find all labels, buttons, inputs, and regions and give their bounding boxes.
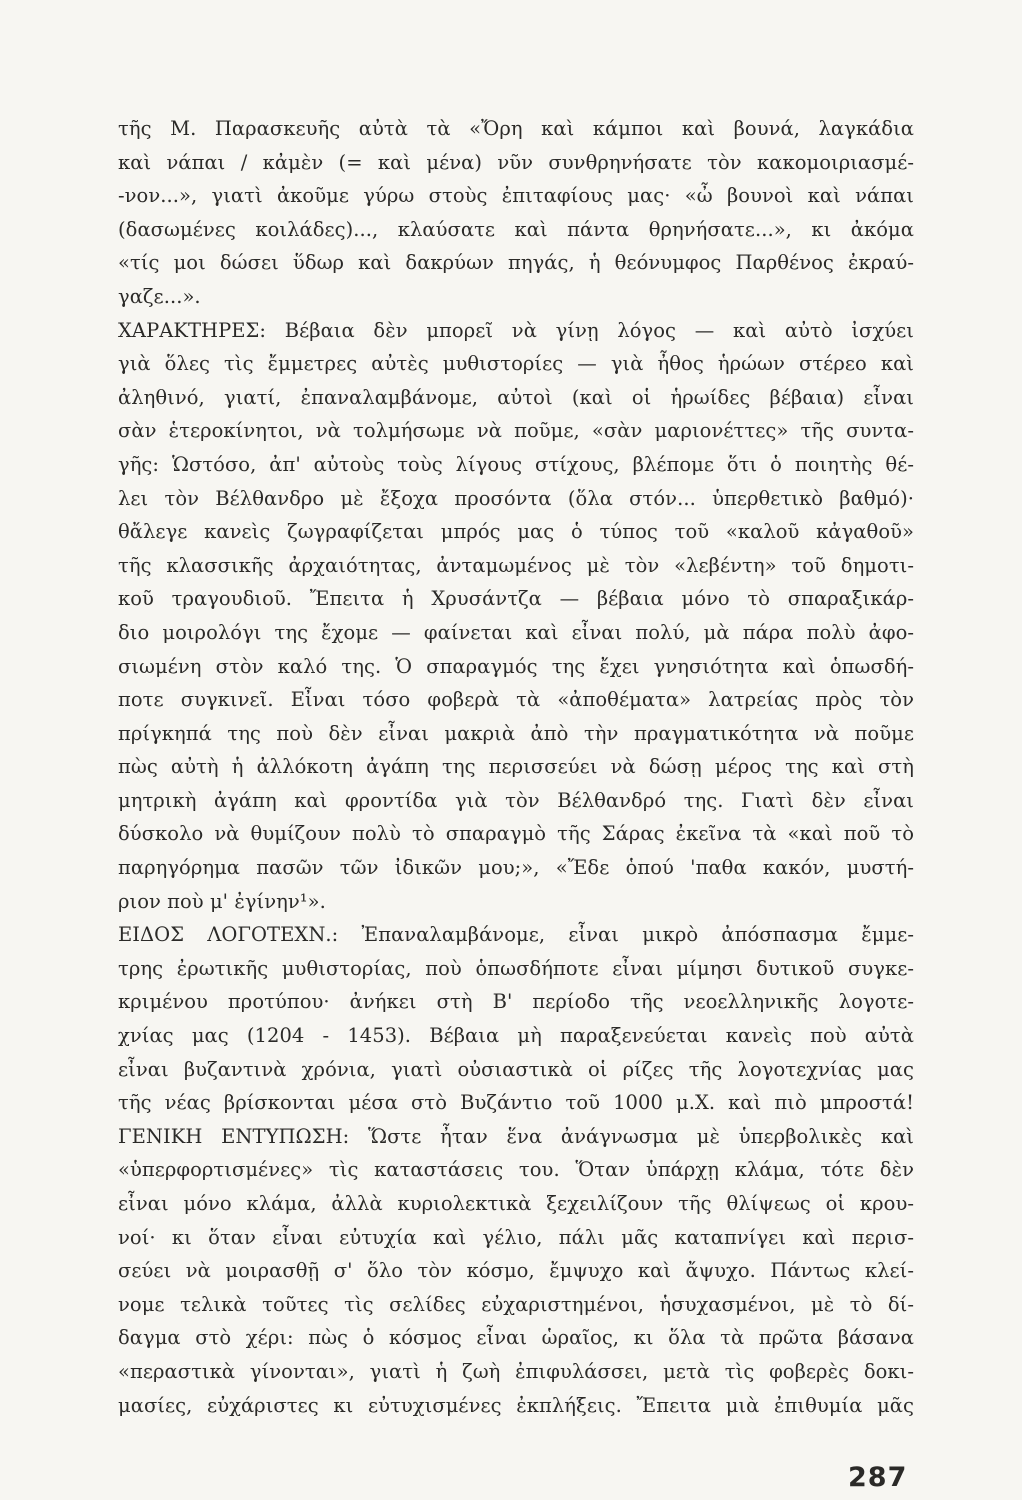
text-line: ποτε συγκινεῖ. Εἶναι τόσο φοβερὰ τὰ «ἀποθέματα» λατρείας πρὸς τὸν xyxy=(118,688,914,712)
text-line: παρηγόρημα πασῶν τῶν ἰδικῶν μου;», «Ἔδε ὁπού 'παθα κακόν, μυστή- xyxy=(118,856,914,880)
text-line: χνίας μας (1204 - 1453). Βέβαια μὴ παραξενεύεται κανεὶς ποὺ αὐτὰ xyxy=(118,1024,914,1048)
text-line: πὼς αὐτὴ ἡ ἀλλόκοτη ἀγάπη της περισσεύει νὰ δώσῃ μέρος της καὶ στὴ xyxy=(118,755,914,779)
text-line: ριον ποὺ μ' ἐγίνην¹». xyxy=(118,889,326,913)
body-text xyxy=(118,112,914,1422)
text-line: γιὰ ὅλες τὶς ἔμμετρες αὐτὲς μυθιστορίες — γιὰ ἦθος ἡρώων στέρεο καὶ xyxy=(118,352,914,376)
text-line: τῆς Μ. Παρασκευῆς αὐτὰ τὰ «Ὄρη καὶ κάμποι καὶ βουνά, λαγκάδια xyxy=(118,117,914,140)
text-line: γαζε...». xyxy=(118,284,201,308)
text-line: λει τὸν Βέλθανδρο μὲ ἔξοχα προσόντα (ὅλα στόν... ὑπερθετικὸ βαθμό)· xyxy=(118,486,914,510)
text-line: σὰν ἑτεροκίνητοι, νὰ τολμήσωμε νὰ ποῦμε, «σὰν μαριονέττες» τῆς συντα- xyxy=(118,419,914,443)
text-line: σεύει νὰ μοιρασθῇ σ' ὅλο τὸν κόσμο, ἔμψυχο καὶ ἄψυχο. Πάντως κλεί- xyxy=(118,1259,914,1283)
section-characters-line: ΧΑΡΑΚΤΗΡΕΣ: Βέβαια δὲν μπορεῖ νὰ γίνῃ λόγος — καὶ αὐτὸ ἰσχύει xyxy=(118,318,914,342)
text-line: δαγμα στὸ χέρι: πὼς ὁ κόσμος εἶναι ὡραῖος, κι ὅλα τὰ πρῶτα βάσανα xyxy=(118,1326,914,1350)
text-line: νομε τελικὰ τοῦτες τὶς σελίδες εὐχαριστημένοι, ἡσυχασμένοι, μὲ τὸ δί- xyxy=(118,1292,914,1316)
text-line: γῆς: Ὡστόσο, ἀπ' αὐτοὺς τοὺς λίγους στίχους, βλέπομε ὅτι ὁ ποιητὴς θέ- xyxy=(118,452,914,476)
text-line: «ὑπερφορτισμένες» τὶς καταστάσεις του. Ὅταν ὑπάρχῃ κλάμα, τότε δὲν xyxy=(118,1158,914,1182)
page-number: 287 xyxy=(848,1462,908,1493)
text-line: (δασωμένες κοιλάδες)..., κλαύσατε καὶ πάντα θρηνήσατε...», κι ἀκόμα xyxy=(118,217,914,241)
text-line: «τίς μοι δώσει ὕδωρ καὶ δακρύων πηγάς, ἡ θεόνυμφος Παρθένος ἐκραύ- xyxy=(118,251,914,275)
text-line: μασίες, εὐχάριστες κι εὐτυχισμένες ἐκπλήξεις. Ἔπειτα μιὰ ἐπιθυμία μᾶς xyxy=(118,1393,914,1417)
text-line: κριμένου προτύπου· ἀνήκει στὴ Β' περίοδο τῆς νεοελληνικῆς λογοτε- xyxy=(118,990,914,1014)
text-line: πρίγκηπά της ποὺ δὲν εἶναι μακριὰ ἀπὸ τὴν πραγματικότητα νὰ ποῦμε xyxy=(118,721,914,745)
text-line: εἶναι βυζαντινὰ χρόνια, γιατὶ οὐσιαστικὰ οἱ ρίζες τῆς λογοτεχνίας μας xyxy=(118,1057,914,1081)
text-line: τῆς κλασσικῆς ἀρχαιότητας, ἀνταμωμένος μὲ τὸν «λεβέντη» τοῦ δημοτι- xyxy=(118,553,914,577)
text-line: ἀληθινό, γιατί, ἐπαναλαμβάνομε, αὐτοὶ (καὶ οἱ ἡρωίδες βέβαια) εἶναι xyxy=(118,385,914,409)
text-line: νοί· κι ὅταν εἶναι εὐτυχία καὶ γέλιο, πάλι μᾶς καταπνίγει καὶ περισ- xyxy=(118,1225,914,1249)
text-line: «περαστικὰ γίνονται», γιατὶ ἡ ζωὴ ἐπιφυλάσσει, μετὰ τὶς φοβερὲς δοκι- xyxy=(118,1359,914,1383)
text-line: δύσκολο νὰ θυμίζουν πολὺ τὸ σπαραγμὸ τῆς Σάρας ἐκεῖνα τὰ «καὶ ποῦ τὸ xyxy=(118,822,914,846)
text-line: τῆς νέας βρίσκονται μέσα στὸ Βυζάντιο τοῦ 1000 μ.Χ. καὶ πιὸ μπροστά! xyxy=(118,1091,914,1115)
text-line: διο μοιρολόγι της ἔχομε — φαίνεται καὶ εἶναι πολύ, μὰ πάρα πολὺ ἀφο- xyxy=(118,620,914,644)
section-impression-line: ΓΕΝΙΚΗ ΕΝΤΥΠΩΣΗ: Ὥστε ἦταν ἕνα ἀνάγνωσμα μὲ ὑπερβολικὲς καὶ xyxy=(118,1124,914,1148)
text-line: θἄλεγε κανεὶς ζωγραφίζεται μπρός μας ὁ τύπος τοῦ «καλοῦ κἀγαθοῦ» xyxy=(118,520,914,544)
text-line: σιωμένη στὸν καλό της. Ὁ σπαραγμός της ἔχει γνησιότητα καὶ ὁπωσδή- xyxy=(118,654,914,678)
text-line: κοῦ τραγουδιοῦ. Ἔπειτα ἡ Χρυσάντζα — βέβαια μόνο τὸ σπαραξικάρ- xyxy=(118,587,914,611)
text-line: καὶ νάπαι / κἀμὲν (= καὶ μένα) νῦν συνθρηνήσατε τὸν κακομοιριασμέ- xyxy=(118,150,914,174)
text-line: τρης ἐρωτικῆς μυθιστορίας, ποὺ ὁπωσδήποτε εἶναι μίμησι δυτικοῦ συγκε- xyxy=(118,956,914,980)
text-line: μητρικὴ ἀγάπη καὶ φροντίδα γιὰ τὸν Βέλθανδρό της. Γιατὶ δὲν εἶναι xyxy=(118,788,914,812)
section-genre-line: ΕΙΔΟΣ ΛΟΓΟΤΕΧΝ.: Ἐπαναλαμβάνομε, εἶναι μικρὸ ἀπόσπασμα ἔμμε- xyxy=(118,923,914,947)
text-line: εἶναι μόνο κλάμα, ἀλλὰ κυριολεκτικὰ ξεχειλίζουν τῆς θλίψεως οἱ κρου- xyxy=(118,1192,914,1215)
text-line: -νον...», γιατὶ ἀκοῦμε γύρω στοὺς ἐπιταφίους μας· «ὦ βουνοὶ καὶ νάπαι xyxy=(118,184,914,208)
